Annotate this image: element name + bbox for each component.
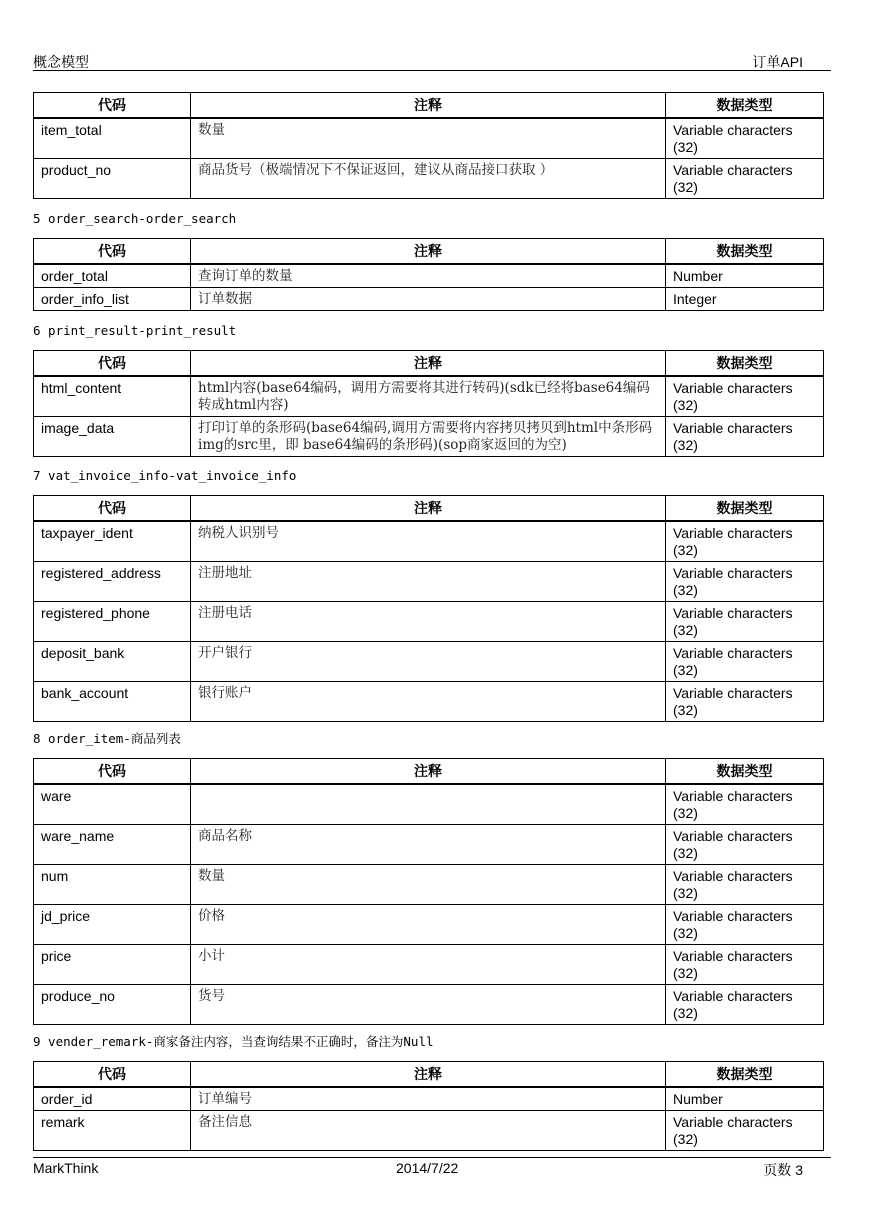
- column-header-note: 注释: [191, 1062, 666, 1088]
- table-row: [34, 945, 824, 985]
- header-doc-title: 订单API: [752, 54, 803, 70]
- field-code: html_content: [34, 376, 191, 417]
- field-note: 开户银行: [191, 642, 666, 682]
- field-type: Number: [666, 1087, 824, 1111]
- data-table: [33, 238, 824, 311]
- field-code: registered_phone: [34, 602, 191, 642]
- table-header-row: [34, 351, 824, 377]
- field-type: Variable characters (32): [666, 602, 824, 642]
- table-row: [34, 682, 824, 722]
- field-type: Variable characters (32): [666, 417, 824, 457]
- table-header-row: [34, 759, 824, 785]
- data-table: [33, 1061, 824, 1151]
- field-code: deposit_bank: [34, 642, 191, 682]
- table-section-continued: [33, 92, 823, 199]
- table-section-vat-invoice: [33, 467, 823, 722]
- table-section-order-search: [33, 210, 823, 311]
- column-header-type: 数据类型: [666, 239, 824, 265]
- column-header-code: 代码: [34, 1062, 191, 1088]
- field-type: Variable characters (32): [666, 642, 824, 682]
- data-table: [33, 92, 824, 199]
- field-note: 查询订单的数量: [191, 264, 666, 288]
- field-type: Variable characters (32): [666, 376, 824, 417]
- footer-author: MarkThink: [33, 1160, 99, 1176]
- field-note: html内容(base64编码，调用方需要将其进行转码)(sdk已经将base64编码转成html内容): [191, 376, 666, 417]
- field-note: 价格: [191, 905, 666, 945]
- field-type: Variable characters (32): [666, 945, 824, 985]
- field-note: 注册地址: [191, 562, 666, 602]
- page-footer: [33, 1157, 831, 1178]
- table-row: [34, 602, 824, 642]
- column-header-type: 数据类型: [666, 93, 824, 119]
- field-code: jd_price: [34, 905, 191, 945]
- field-note: 货号: [191, 985, 666, 1025]
- table-row: [34, 288, 824, 311]
- field-type: Integer: [666, 288, 824, 311]
- column-header-code: 代码: [34, 759, 191, 785]
- table-section-order-item: [33, 730, 823, 1025]
- table-row: [34, 642, 824, 682]
- table-header-row: [34, 496, 824, 522]
- page-header: [33, 50, 831, 71]
- table-row: [34, 264, 824, 288]
- table-row: [34, 1111, 824, 1151]
- column-header-type: 数据类型: [666, 759, 824, 785]
- field-note: 数量: [191, 118, 666, 159]
- field-type: Variable characters (32): [666, 521, 824, 562]
- column-header-type: 数据类型: [666, 351, 824, 377]
- field-note: 注册电话: [191, 602, 666, 642]
- column-header-code: 代码: [34, 351, 191, 377]
- table-row: [34, 159, 824, 199]
- table-row: [34, 417, 824, 457]
- field-note: 商品货号（极端情况下不保证返回，建议从商品接口获取 ）: [191, 159, 666, 199]
- field-note: 订单数据: [191, 288, 666, 311]
- table-row: [34, 118, 824, 159]
- column-header-code: 代码: [34, 496, 191, 522]
- field-code: taxpayer_ident: [34, 521, 191, 562]
- field-note: 商品名称: [191, 825, 666, 865]
- field-code: ware_name: [34, 825, 191, 865]
- header-model-label: 概念模型: [33, 54, 89, 70]
- table-header-row: [34, 1062, 824, 1088]
- field-note: 银行账户: [191, 682, 666, 722]
- field-code: bank_account: [34, 682, 191, 722]
- data-table: [33, 350, 824, 457]
- field-type: Variable characters (32): [666, 784, 824, 825]
- table-row: [34, 562, 824, 602]
- field-note: [191, 784, 666, 825]
- field-note: 打印订单的条形码(base64编码,调用方需要将内容拷贝拷贝到html中条形码 img的src里，即 base64编码的条形码)(sop商家返回的为空): [191, 417, 666, 457]
- column-header-code: 代码: [34, 239, 191, 265]
- field-code: item_total: [34, 118, 191, 159]
- field-type: Variable characters (32): [666, 118, 824, 159]
- field-code: product_no: [34, 159, 191, 199]
- table-row: [34, 521, 824, 562]
- column-header-type: 数据类型: [666, 496, 824, 522]
- section-title: 7 vat_invoice_info-vat_invoice_info: [33, 468, 297, 483]
- field-code: order_id: [34, 1087, 191, 1111]
- field-code: price: [34, 945, 191, 985]
- field-type: Variable characters (32): [666, 562, 824, 602]
- field-code: image_data: [34, 417, 191, 457]
- column-header-note: 注释: [191, 239, 666, 265]
- column-header-code: 代码: [34, 93, 191, 119]
- field-type: Number: [666, 264, 824, 288]
- table-row: [34, 1087, 824, 1111]
- column-header-note: 注释: [191, 351, 666, 377]
- field-code: order_total: [34, 264, 191, 288]
- column-header-note: 注释: [191, 93, 666, 119]
- table-section-vender-remark: [33, 1033, 823, 1151]
- field-code: num: [34, 865, 191, 905]
- data-table: [33, 758, 824, 1025]
- field-type: Variable characters (32): [666, 865, 824, 905]
- table-row: [34, 905, 824, 945]
- field-note: 备注信息: [191, 1111, 666, 1151]
- column-header-type: 数据类型: [666, 1062, 824, 1088]
- field-note: 数量: [191, 865, 666, 905]
- table-row: [34, 784, 824, 825]
- table-row: [34, 825, 824, 865]
- field-note: 纳税人识别号: [191, 521, 666, 562]
- field-code: produce_no: [34, 985, 191, 1025]
- field-type: Variable characters (32): [666, 905, 824, 945]
- footer-date: 2014/7/22: [396, 1160, 459, 1176]
- field-type: Variable characters (32): [666, 682, 824, 722]
- field-note: 小计: [191, 945, 666, 985]
- footer-page-number: 页数 3: [763, 1162, 803, 1178]
- table-row: [34, 376, 824, 417]
- table-header-row: [34, 239, 824, 265]
- table-row: [34, 985, 824, 1025]
- column-header-note: 注释: [191, 496, 666, 522]
- data-table: [33, 495, 824, 722]
- section-title: 8 order_item-商品列表: [33, 731, 181, 746]
- section-title: 6 print_result-print_result: [33, 323, 237, 338]
- column-header-note: 注释: [191, 759, 666, 785]
- table-header-row: [34, 93, 824, 119]
- field-type: Variable characters (32): [666, 1111, 824, 1151]
- section-title: 9 vender_remark-商家备注内容，当查询结果不正确时，备注为Null: [33, 1034, 434, 1049]
- section-title: 5 order_search-order_search: [33, 211, 237, 226]
- table-section-print-result: [33, 322, 823, 457]
- field-type: Variable characters (32): [666, 825, 824, 865]
- table-row: [34, 865, 824, 905]
- field-type: Variable characters (32): [666, 159, 824, 199]
- field-code: registered_address: [34, 562, 191, 602]
- field-code: ware: [34, 784, 191, 825]
- field-note: 订单编号: [191, 1087, 666, 1111]
- field-type: Variable characters (32): [666, 985, 824, 1025]
- field-code: order_info_list: [34, 288, 191, 311]
- field-code: remark: [34, 1111, 191, 1151]
